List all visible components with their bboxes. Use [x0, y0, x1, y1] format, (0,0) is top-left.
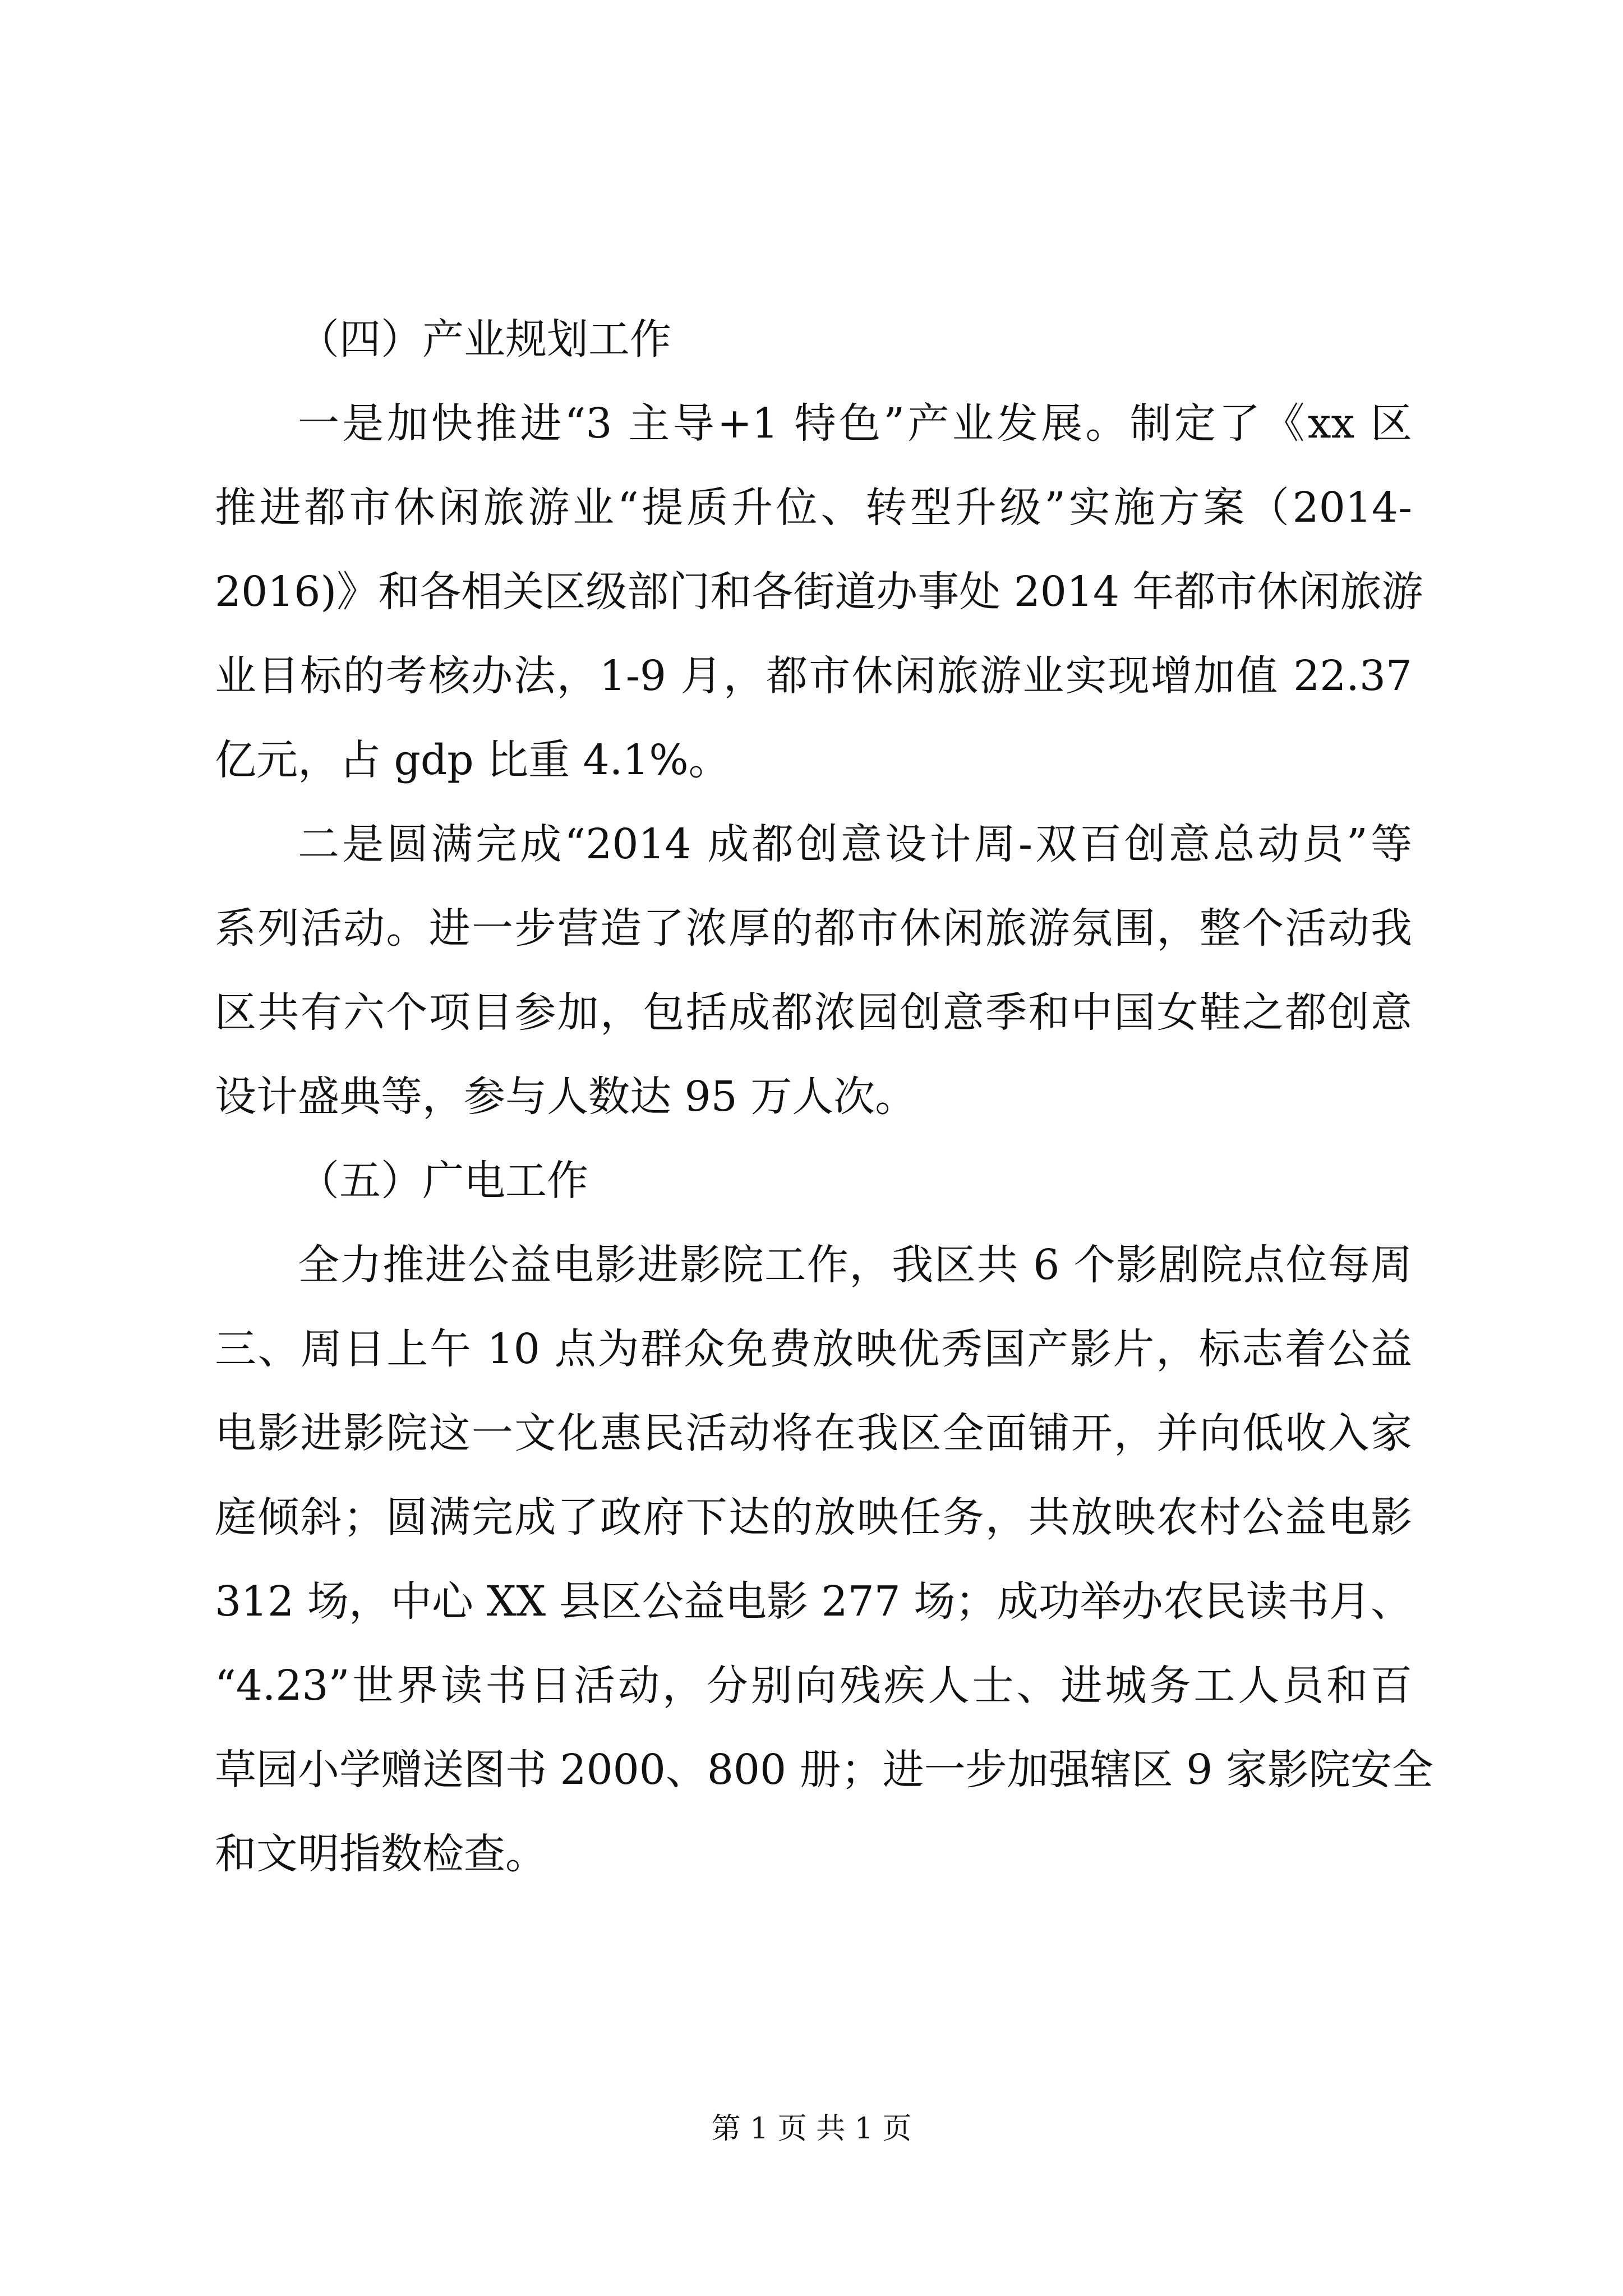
paragraph-line: 2016)》和各相关区级部门和各街道办事处 2014 年都市休闲旅游	[215, 568, 1423, 616]
paragraph-line: 电影进影院这一文化惠民活动将在我区全面铺开，并向低收入家	[215, 1409, 1412, 1457]
section-heading-broadcasting: （五）广电工作	[298, 1157, 588, 1205]
paragraph-line: 系列活动。进一步营造了浓厚的都市休闲旅游氛围，整个活动我	[215, 904, 1412, 953]
paragraph-line: 设计盛典等，参与人数达 95 万人次。	[215, 1073, 917, 1121]
paragraph-line: 和文明指数检查。	[215, 1830, 547, 1878]
paragraph-line: 312 场，中心 XX 县区公益电影 277 场；成功举办农民读书月、	[215, 1577, 1412, 1626]
document-body	[215, 297, 1433, 1896]
paragraph-line: 一是加快推进“3 主导+1 特色”产业发展。制定了《xx 区	[298, 399, 1412, 448]
paragraph-line: 全力推进公益电影进影院工作，我区共 6 个影剧院点位每周	[298, 1241, 1412, 1289]
paragraph-line: 区共有六个项目参加，包括成都浓园创意季和中国女鞋之都创意	[215, 988, 1412, 1037]
paragraph-line: 草园小学赠送图书 2000、800 册；进一步加强辖区 9 家影院安全	[215, 1746, 1433, 1794]
page-number-footer: 第 1 页 共 1 页	[711, 2112, 912, 2146]
paragraph-line: 庭倾斜；圆满完成了政府下达的放映任务，共放映农村公益电影	[215, 1493, 1412, 1542]
paragraph-line: “4.23”世界读书日活动，分别向残疾人士、进城务工人员和百	[215, 1662, 1412, 1710]
paragraph-line: 二是圆满完成“2014 成都创意设计周-双百创意总动员”等	[298, 820, 1412, 868]
paragraph-line: 亿元，占 gdp 比重 4.1%。	[215, 736, 730, 784]
section-heading-industry-planning: （四）产业规划工作	[298, 315, 671, 364]
paragraph-line: 三、周日上午 10 点为群众免费放映优秀国产影片，标志着公益	[215, 1325, 1412, 1373]
paragraph-line: 推进都市休闲旅游业“提质升位、转型升级”实施方案（2014-	[215, 484, 1412, 532]
paragraph-line: 业目标的考核办法，1-9 月，都市休闲旅游业实现增加值 22.37	[215, 652, 1412, 700]
